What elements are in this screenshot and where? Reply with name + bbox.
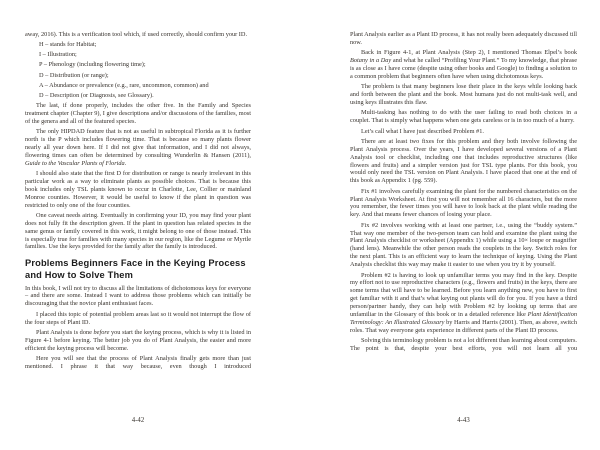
paragraph xyxy=(350,272,577,335)
hipdad-list-item xyxy=(39,61,251,69)
paragraph xyxy=(350,83,577,107)
italic-text: Guide to the Vascular Plants of Florida xyxy=(25,159,125,167)
paragraph xyxy=(350,222,577,269)
text-run: by Harris and Harris (2001). Then, as above, switch roles. That way everyone gets experience in different parts of the Plant ID process. xyxy=(350,318,577,334)
text-run: The only HIPDAD feature that is not as useful in subtropical Florida as it is further north is the P which includes flowering time. That is because so many plants flower nearly all year down here. If I did not give that information, and I did not always, flowering times can often be determined by consulting Wunderlin & Hansen (2011), xyxy=(25,127,251,159)
text-run: One caveat needs airing. Eventually in confirming your ID, you may find your plant does not fully fit the description given. If the plant in question has related species in the same genus or family covered in this work, it might belong to one of those instead. This is especially true for families with many species in our region, like the Legume or Myrtle families. Use the keys provided for the family after the family is introduced. xyxy=(25,211,251,251)
text-run: H – stands for Habitat; xyxy=(39,41,97,49)
text-run: There are at least two fixes for this problem and they both involve following the Plant Analysis process. Over the years, I have developed several versions of a Plant Analysis tool or checklist, including one that includes reproductive structures (like flowers and fruits) and a simpler version just for TSL type plants. For this book, you would only need the TSL version on Plant Analysis. I have placed that one at the end of this book as Appendix 1 (pg. 559). xyxy=(350,137,577,185)
text-run: . xyxy=(124,159,127,167)
paragraph xyxy=(350,109,577,125)
paragraph xyxy=(25,285,251,309)
text-run: P – Phenology (including flowering time); xyxy=(39,61,146,69)
paragraph xyxy=(25,311,251,327)
paragraph xyxy=(25,329,251,353)
paragraph xyxy=(25,102,251,126)
paragraph xyxy=(25,212,251,252)
page-number-right: 4-43 xyxy=(457,417,470,424)
text-run: Plant Analysis earlier as a Plant ID process, it has not really been adequately discussed till now. xyxy=(350,31,577,46)
italic-text: Botany in a Day xyxy=(350,57,392,65)
text-run: Problem #2 is having to look up unfamiliar terms you may find in the key. Despite my effort not to use reproductive characters (e.g., flowers and fruits) in the keys, there are some terms that will have to be learned. Before you learn anything new, you have to first get familiar with it and that’s what keying out plants will do for you. If you have a third person/partner handy, they can help with Problem #2 by looking up terms that are unfamiliar in the Glossary of this book or in a detailed reference like xyxy=(350,271,577,319)
text-run: The problem is that many beginners lose their place in the keys while looking back and forth between the plant and the book. Most humans just do not multi-task well, and using keys illustrates this flaw. xyxy=(350,83,577,107)
paragraph xyxy=(350,31,577,47)
paragraph xyxy=(25,355,251,371)
text-run: In this book, I will not try to discuss all the limitations of dichotomous keys for everyone – and there are some. Instead I want to address those problems which can initially be discouraging that the novice plant enthusiast faces. xyxy=(25,284,251,308)
paragraph xyxy=(25,128,251,168)
hipdad-list-item xyxy=(39,92,251,100)
heading-line: and How to Solve Them xyxy=(25,269,134,280)
paragraph xyxy=(25,31,251,39)
text-run: Solving this terminology problem is not a lot different than learning about computers. The point is that, despite your best efforts, you will not learn all you xyxy=(350,337,577,353)
heading-line: Problems Beginners Face in the Keying Process xyxy=(25,258,246,269)
paragraph xyxy=(350,49,577,81)
hipdad-list-item xyxy=(39,51,251,59)
paragraph xyxy=(350,337,577,353)
italic-text: before xyxy=(93,328,110,336)
text-run: away, 2016). This is a verification tool which, if used correctly, should confirm your ID. xyxy=(25,31,248,38)
text-run: and what he called “Profiling Your Plant.” To my knowledge, that phrase is as close as I have come (despite using other books and Google) to finding a solution to a common problem that beginners often have when using dichotomous keys. xyxy=(350,57,577,80)
text-run: Plant Analysis is done xyxy=(36,328,94,336)
text-run: I placed this topic of potential problem areas last so it would not interrupt the flow of the four steps of Plant ID. xyxy=(25,310,251,326)
text-run: you start the keying process, which is why it is listed in Figure 4-1 before keying. The better job you do of Plant Analysis, the easier and more efficient the keying process will become. xyxy=(25,328,251,352)
text-run: Here you will see that the process of Plant Analysis finally gets more than just mentioned. I phrase it that way because, even though I introduced xyxy=(25,354,251,370)
paragraph xyxy=(350,188,577,220)
section-heading xyxy=(25,258,251,281)
text-run: I should also state that the first D for distribution or range is nearly irrelevant in this particular work as a way to eliminate plants as possible choices. That is because this book includes only TSL plants known to occur in Charlotte, Lee, Collier or mainland Monroe counties. However, it would be useful to know if the plant in question was restricted to only one of the four counties. xyxy=(25,169,251,209)
italic-text: Plant Identification Terminology: An Illustrated Glossary xyxy=(350,311,577,326)
hipdad-list-item xyxy=(39,41,251,49)
page-right-text xyxy=(350,31,577,355)
hipdad-list-item xyxy=(39,72,251,80)
text-run: Fix #1 involves carefully examining the plant for the numbered characteristics on the Plant Analysis Worksheet. At first you will not remember all 16 characters, but the more you remember, the fewer times you will have to look back at the plant while reading the key. And that means fewer chances of losing your place. xyxy=(350,187,577,219)
paragraph xyxy=(25,170,251,210)
text-run: D – Distribution (or range); xyxy=(39,71,109,79)
text-run: D – Description (or Diagnosis, see Glossary). xyxy=(39,91,154,99)
text-run: Fix #2 involves working with at least one partner, i.e., using the “buddy system.” That way one member of the two-person team can hold and examine the plant using the Plant Analysis checklist or worksheet (Appendix 1) while using a 10× loupe or magnifier (hand lens). Meanwhile the other person reads the couplets in the key. Switch roles for the next plant. This is an efficient way to learn the technique of keying. Using the Plant Analysis checklist this way may make it easier to use when you try it by yourself. xyxy=(350,221,577,269)
text-run: Let’s call what I have just described Problem #1. xyxy=(361,127,484,135)
page-number-left: 4-42 xyxy=(131,417,145,424)
paragraph xyxy=(350,128,577,136)
text-run: A – Abundance or prevalence (e.g., rare, uncommon, common) and xyxy=(39,81,209,89)
paragraph xyxy=(350,138,577,185)
text-run: Multi-tasking has nothing to do with the user failing to read both choices in a couplet. That is simply what happens when one gets careless or is in too much of a hurry. xyxy=(350,109,577,125)
page-left-text xyxy=(25,31,251,373)
hipdad-list-item xyxy=(39,82,251,90)
text-run: I – Illustration; xyxy=(39,51,77,59)
text-run: Back in Figure 4-1, at Plant Analysis (Step 2), I mentioned Thomas Elpel’s book xyxy=(361,49,577,57)
text-run: The last, if done properly, includes the other five. In the Family and Species treatment chapter (Chapter 9), I give descriptions and/or discussions of the families, most of the genera and all of the featured species. xyxy=(25,101,251,125)
